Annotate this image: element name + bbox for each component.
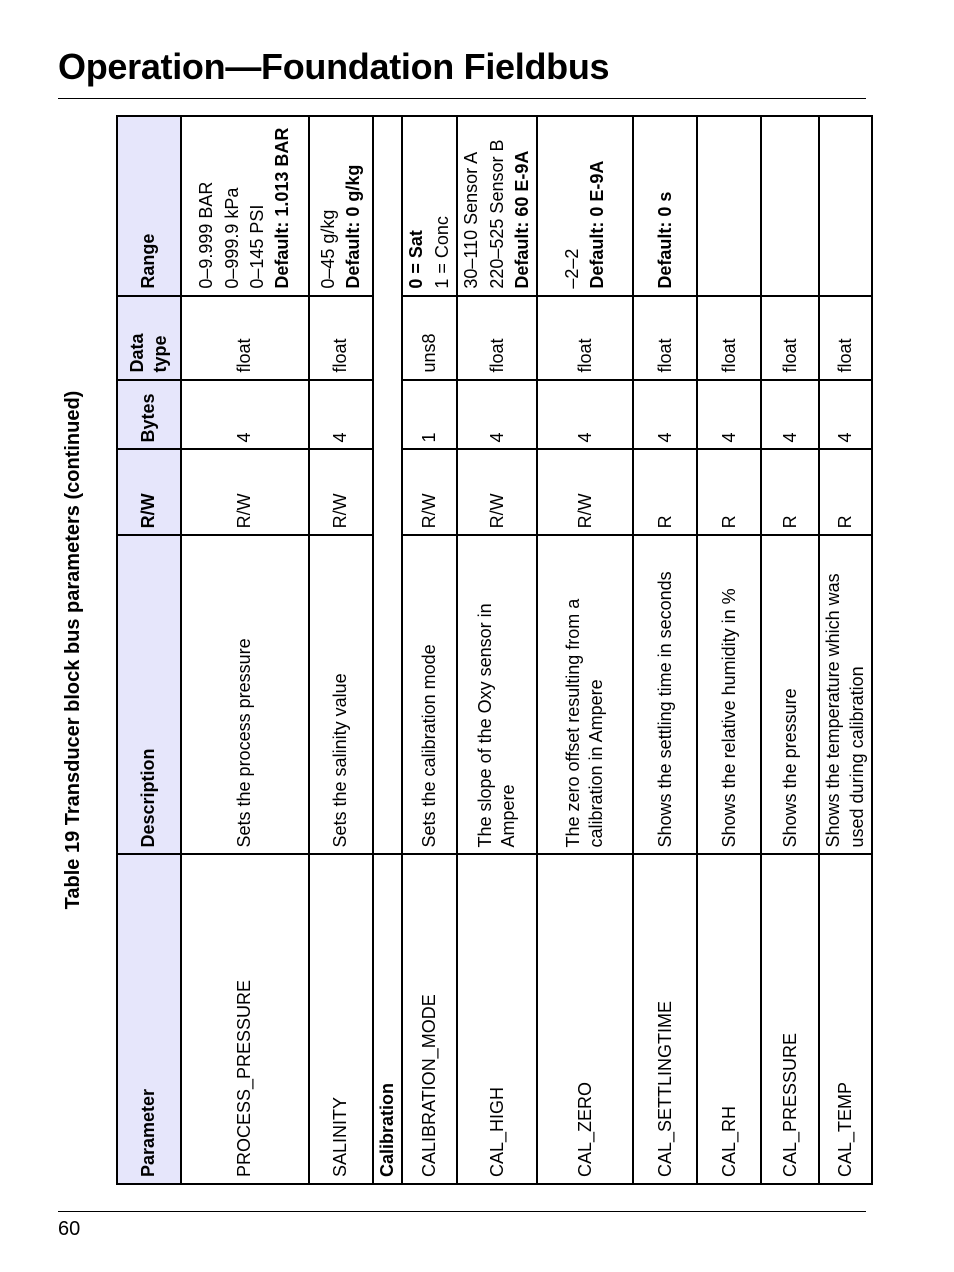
rw-cell: R/W xyxy=(309,449,373,535)
description-cell: Shows the relative humidity in % xyxy=(697,535,761,854)
range-line: Default: 0 E-9A xyxy=(587,160,608,289)
bytes-cell: 4 xyxy=(761,380,819,450)
range-cell xyxy=(402,116,457,296)
range-cell xyxy=(697,116,761,296)
description-cell: The slope of the Oxy sensor in Ampere xyxy=(457,535,537,854)
page-title: Operation—Foundation Fieldbus xyxy=(58,46,610,87)
rw-cell: R/W xyxy=(457,449,537,535)
range-line: 1 = Conc xyxy=(431,216,452,289)
bytes-cell: 1 xyxy=(402,380,457,450)
data-type-cell: uns8 xyxy=(402,296,457,380)
section-blank xyxy=(373,116,402,854)
footer-divider xyxy=(58,1211,866,1212)
header-data-type: Data type xyxy=(117,296,181,380)
range-line: Default: 0 s xyxy=(654,191,675,289)
description-cell: Shows the temperature which was used during calibration xyxy=(819,535,872,854)
parameter-cell: CAL_SETTLINGTIME xyxy=(633,854,697,1184)
parameter-cell: CALIBRATION_MODE xyxy=(402,854,457,1184)
description-cell: Sets the process pressure xyxy=(181,535,309,854)
range-line: 220–525 Sensor B xyxy=(486,139,507,289)
range-line: Default: 1.013 BAR xyxy=(272,127,293,289)
table-row xyxy=(309,116,373,1184)
parameter-cell: SALINITY xyxy=(309,854,373,1184)
table-row xyxy=(181,116,309,1184)
header-description: Description xyxy=(117,535,181,854)
table-row xyxy=(761,116,819,1184)
table-row xyxy=(537,116,633,1184)
range-cell xyxy=(633,116,697,296)
title-divider xyxy=(58,98,866,99)
bytes-cell: 4 xyxy=(697,380,761,450)
table-row xyxy=(457,116,537,1184)
table-caption: Table 19 Transducer block bus parameters (continued) xyxy=(62,390,84,910)
range-line: Default: 60 E-9A xyxy=(511,150,532,289)
range-cell xyxy=(309,116,373,296)
range-line: 0 = Sat xyxy=(406,230,427,289)
rw-cell: R/W xyxy=(181,449,309,535)
data-type-cell: float xyxy=(457,296,537,380)
range-cell xyxy=(537,116,633,296)
range-line: 30–110 Sensor A xyxy=(461,151,482,289)
range-cell xyxy=(457,116,537,296)
bytes-cell: 4 xyxy=(181,380,309,450)
range-line: Default: 0 g/kg xyxy=(343,164,363,289)
bytes-cell: 4 xyxy=(633,380,697,450)
table-row xyxy=(633,116,697,1184)
bytes-cell: 4 xyxy=(457,380,537,450)
range-line: 0–9.999 BAR xyxy=(196,181,217,289)
description-cell: Shows the settling time in seconds xyxy=(633,535,697,854)
parameter-cell: CAL_TEMP xyxy=(819,854,872,1184)
header-range: Range xyxy=(117,116,181,296)
parameter-cell: PROCESS_PRESSURE xyxy=(181,854,309,1184)
section-label: Calibration xyxy=(373,854,402,1184)
data-type-cell: float xyxy=(633,296,697,380)
header-rw: R/W xyxy=(117,449,181,535)
header-bytes: Bytes xyxy=(117,380,181,450)
rw-cell: R xyxy=(761,449,819,535)
data-type-cell: float xyxy=(309,296,373,380)
description-cell: Shows the pressure xyxy=(761,535,819,854)
description-cell: The zero offset resulting from a calibration in Ampere xyxy=(537,535,633,854)
rw-cell: R xyxy=(819,449,872,535)
description-cell: Sets the calibration mode xyxy=(402,535,457,854)
data-type-cell: float xyxy=(761,296,819,380)
range-cell xyxy=(761,116,819,296)
range-cell xyxy=(181,116,309,296)
bytes-cell: 4 xyxy=(309,380,373,450)
parameter-cell: CAL_RH xyxy=(697,854,761,1184)
bytes-cell: 4 xyxy=(537,380,633,450)
parameters-table xyxy=(116,115,873,1185)
data-type-cell: float xyxy=(181,296,309,380)
page-number: 60 xyxy=(58,1218,81,1240)
range-line: 0–999.9 kPa xyxy=(221,187,242,289)
table-row xyxy=(697,116,761,1184)
header-parameter: Parameter xyxy=(117,854,181,1184)
table-row xyxy=(402,116,457,1184)
bytes-cell: 4 xyxy=(819,380,872,450)
rw-cell: R xyxy=(697,449,761,535)
data-type-cell: float xyxy=(537,296,633,380)
description-cell: Sets the salinity value xyxy=(309,535,373,854)
range-line: –2–2 xyxy=(561,248,582,289)
rotated-table-block xyxy=(58,115,867,1185)
rw-cell: R/W xyxy=(402,449,457,535)
table-header-row xyxy=(117,116,181,1184)
data-type-cell: float xyxy=(697,296,761,380)
data-type-cell: float xyxy=(819,296,872,380)
table-row xyxy=(819,116,872,1184)
section-row-calibration xyxy=(373,116,402,1184)
range-cell xyxy=(819,116,872,296)
parameter-cell: CAL_ZERO xyxy=(537,854,633,1184)
rw-cell: R xyxy=(633,449,697,535)
parameter-cell: CAL_HIGH xyxy=(457,854,537,1184)
rw-cell: R/W xyxy=(537,449,633,535)
range-line: 0–145 PSI xyxy=(247,204,267,289)
parameter-cell: CAL_PRESSURE xyxy=(761,854,819,1184)
range-line: 0–45 g/kg xyxy=(317,209,338,289)
